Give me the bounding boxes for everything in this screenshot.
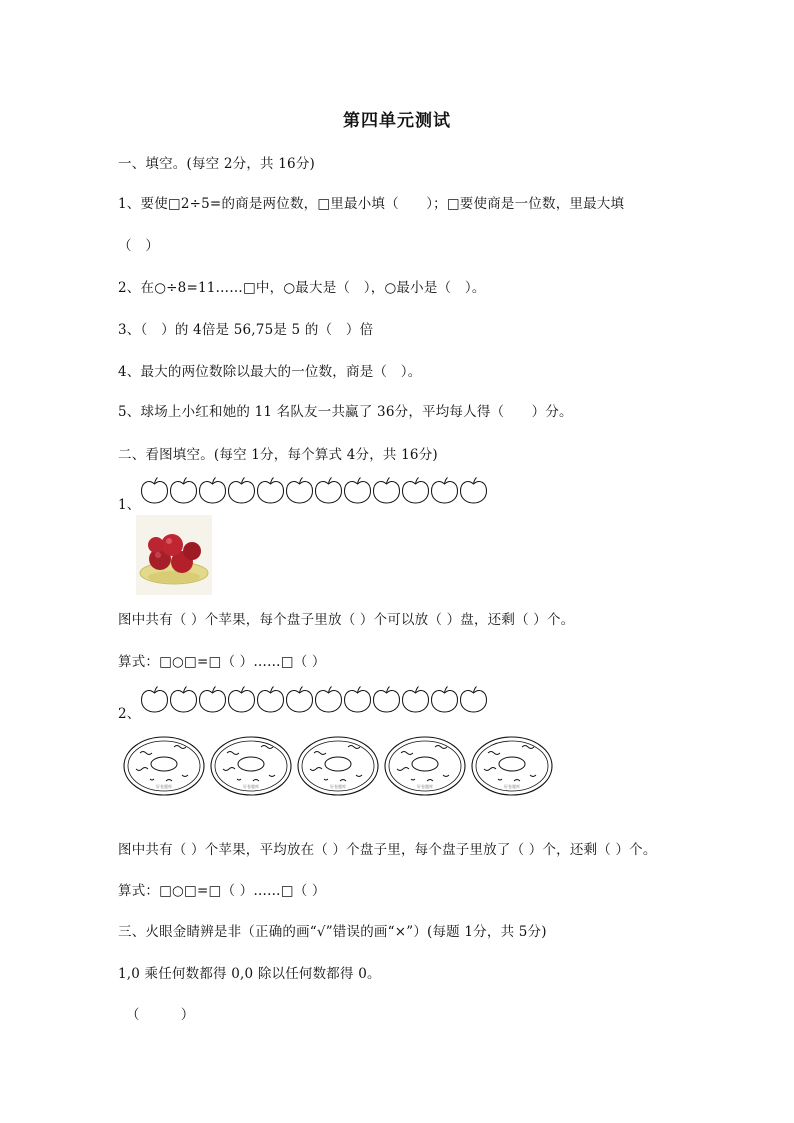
section1-heading: 一、填空。(每空 2分，共 16分) [118, 156, 315, 172]
apple-outline-icon [256, 476, 285, 504]
section3-heading: 三、火眼金睛辨是非（正确的画“√”错误的画“×”）(每题 1分，共 5分) [118, 924, 547, 940]
apple-outline-icon [256, 685, 285, 713]
apple-outline-row-2 [140, 685, 488, 713]
item-2-number: 2、 [118, 706, 141, 722]
plate-watermark-text: 好卷题库 [417, 784, 433, 789]
apple-outline-icon [314, 685, 343, 713]
apple-outline-icon [401, 476, 430, 504]
item-1-number: 1、 [118, 497, 141, 513]
item-2-formula: 算式：□○□=□（ ）……□（ ） [118, 883, 326, 899]
apple-outline-icon [314, 476, 343, 504]
apple-outline-icon [198, 685, 227, 713]
apple-outline-icon [169, 685, 198, 713]
plate-icon [470, 735, 554, 797]
question-5: 5、球场上小红和她的 11 名队友一共赢了 36分，平均每人得（ ）分。 [118, 404, 573, 420]
apple-outline-icon [343, 685, 372, 713]
plate-icon [209, 735, 293, 797]
apple-outline-icon [140, 476, 169, 504]
apple-outline-icon [430, 685, 459, 713]
question-3: 3、（ ）的 4倍是 56,75是 5 的（ ）倍 [118, 322, 374, 338]
plate-watermark-text: 好卷题库 [504, 784, 520, 789]
apple-outline-icon [459, 476, 488, 504]
apple-outline-icon [227, 685, 256, 713]
apple-outline-icon [227, 476, 256, 504]
plate-icon [122, 735, 206, 797]
plate-row [122, 735, 554, 797]
question-1-line-2: （ ） [118, 238, 160, 254]
plate-watermark-text: 好卷题库 [156, 784, 172, 789]
apple-outline-icon [459, 685, 488, 713]
plate-icon [296, 735, 380, 797]
apple-outline-icon [285, 685, 314, 713]
page-title: 第四单元测试 [343, 111, 451, 131]
item-2-question: 图中共有（ ）个苹果，平均放在（ ）个盘子里，每个盘子里放了（ ）个，还剩（ ）个。 [118, 842, 657, 858]
question-2: 2、在○÷8=11……□中，○最大是（ ），○最小是（ ）。 [118, 280, 486, 296]
question-4: 4、最大的两位数除以最大的一位数，商是（ ）。 [118, 364, 422, 380]
apple-outline-icon [372, 685, 401, 713]
apple-outline-icon [169, 476, 198, 504]
plate-icon [383, 735, 467, 797]
apple-outline-icon [343, 476, 372, 504]
judge-question-1: 1,0 乘任何数都得 0,0 除以任何数都得 0。 [118, 966, 381, 982]
apple-outline-icon [430, 476, 459, 504]
item-1-formula: 算式：□○□=□（ ）……□（ ） [118, 654, 326, 670]
apple-outline-icon [198, 476, 227, 504]
question-1-line-1: 1、要使□2÷5=的商是两位数，□里最小填（ ）；□要使商是一位数，里最大填 [118, 196, 625, 212]
apple-outline-icon [401, 685, 430, 713]
item-1-question: 图中共有（ ）个苹果，每个盘子里放（ ）个可以放（ ）盘，还剩（ ）个。 [118, 612, 575, 628]
apple-outline-icon [140, 685, 169, 713]
apple-outline-icon [372, 476, 401, 504]
plate-watermark-text: 好卷题库 [330, 784, 346, 789]
plate-watermark-text: 好卷题库 [243, 784, 259, 789]
apple-plate-photo [136, 515, 212, 595]
judge-answer-blank[interactable]: （ ） [126, 1007, 195, 1023]
apple-outline-icon [285, 476, 314, 504]
apple-outline-row-1 [140, 476, 488, 504]
section2-heading: 二、看图填空。(每空 1分，每个算式 4分，共 16分) [118, 447, 438, 463]
